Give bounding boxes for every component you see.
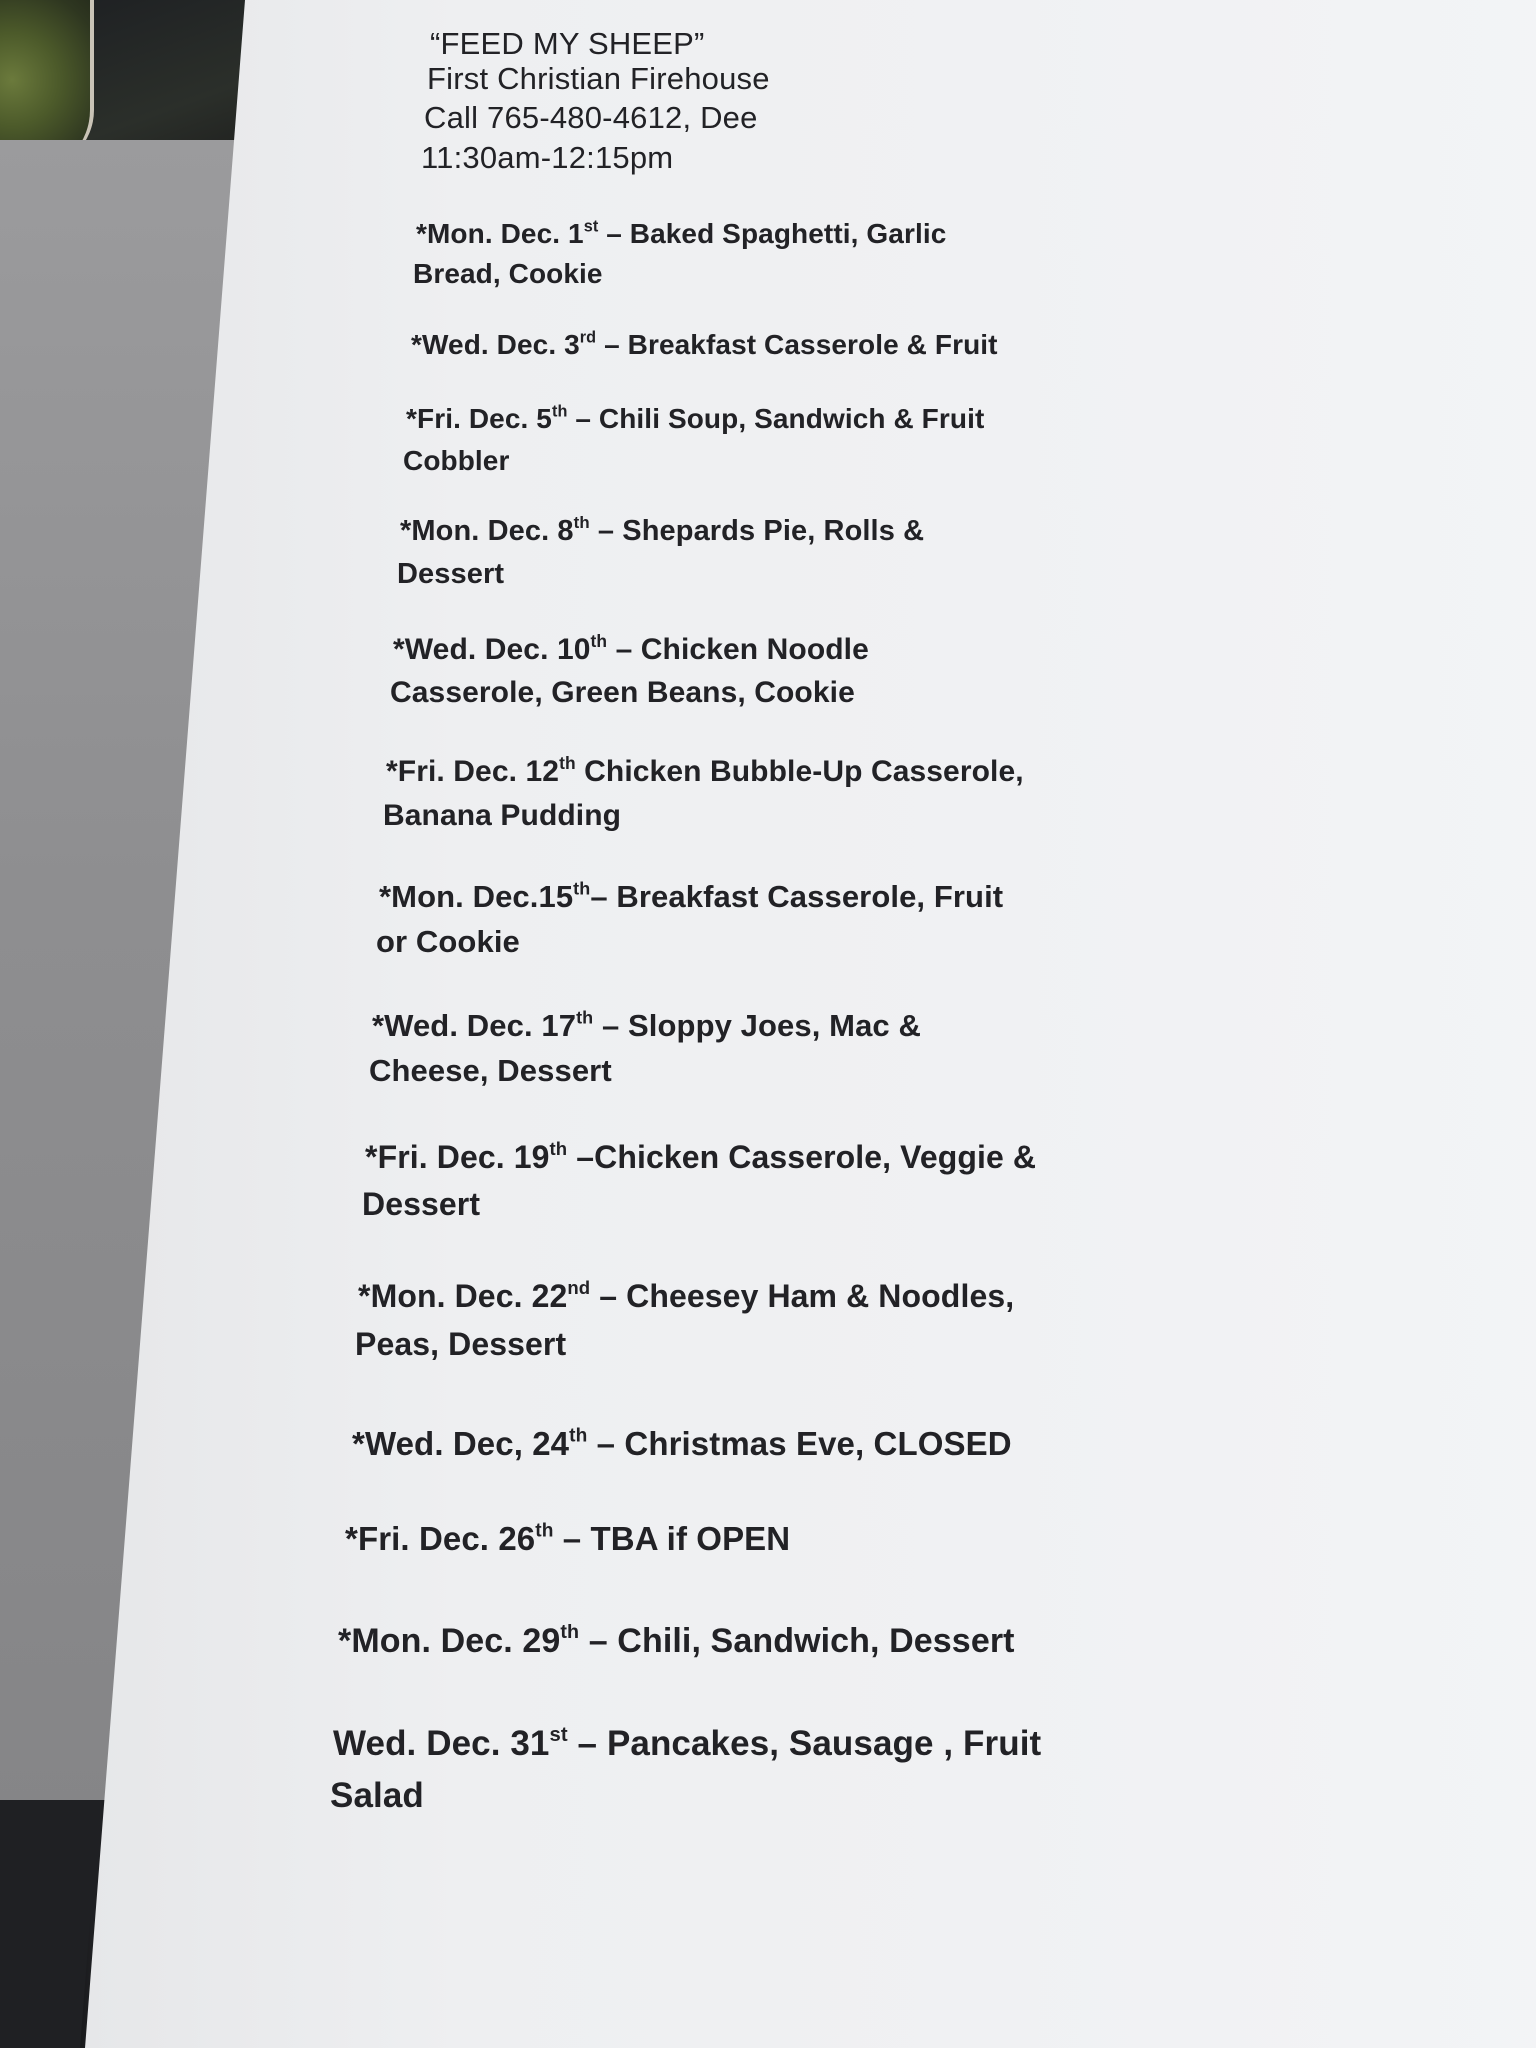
menu-entry-line1 [365,1134,1036,1181]
menu-entry-marker: * [338,1622,352,1660]
menu-entry-date: Wed. Dec, 24 [364,1425,570,1462]
menu-entry [413,214,947,294]
menu-entry [355,1272,1015,1368]
menu-entry-date: Wed. Dec. 3 [422,329,580,360]
menu-entry-line1 [400,510,924,553]
menu-entry-date-suffix: st [549,1723,568,1746]
menu-entry-separator: – [567,1724,607,1763]
menu-entry-marker: * [386,755,398,788]
menu-entry-marker: * [372,1008,385,1043]
doc-title: “FEED MY SHEEP” [430,26,705,61]
menu-entry-marker: * [352,1425,365,1462]
menu-entry-dish: Baked Spaghetti, Garlic [629,218,947,249]
menu-entry-dish: Shepards Pie, Rolls & [622,515,925,547]
menu-entry [345,1515,790,1563]
menu-entry-line1 [406,398,984,440]
menu-entry-line1 [345,1515,790,1563]
menu-entry-separator: – [590,879,617,914]
menu-entry-separator: – [589,515,623,547]
menu-entry-date-suffix: th [559,752,576,773]
menu-entry-line1 [379,874,1003,919]
menu-entry-date: Mon. Dec. 29 [351,1622,561,1660]
menu-entry [397,510,925,596]
menu-entry-date: Mon. Dec. 22 [370,1278,568,1314]
menu-entry-marker: * [358,1278,371,1314]
menu-entry-dish: Breakfast Casserole & Fruit [627,329,998,360]
menu-entry [352,1420,1012,1468]
menu-entry-separator [576,755,584,788]
menu-entry-separator: – [598,218,630,249]
menu-entry-date: Fri. Dec. 5 [417,403,552,434]
menu-entry-marker: * [411,329,422,360]
doc-contact: Call 765-480-4612, Dee [424,100,758,135]
doc-hours: 11:30am-12:15pm [421,140,674,175]
menu-entry-date: Fri. Dec. 26 [357,1520,536,1557]
doc-location: First Christian Firehouse [427,61,770,96]
menu-entry-date-suffix: th [573,878,591,899]
menu-entry-marker: * [416,218,427,249]
menu-entry-line1 [393,628,869,671]
menu-entry-date: Fri. Dec. 12 [397,755,560,788]
menu-entry [330,1718,1042,1822]
menu-entry-dish: Pancakes, Sausage , Fruit [606,1724,1042,1763]
menu-entry-dish: Chicken Casserole, Veggie & [594,1139,1037,1175]
menu-entry-marker: * [365,1139,378,1175]
menu-entry-date: Mon. Dec.15 [391,879,574,914]
menu-entry-date-suffix: rd [579,328,597,347]
menu-entry [383,750,1024,838]
menu-entry-date-suffix: nd [567,1277,591,1299]
menu-entry-date-suffix: th [576,1007,594,1028]
menu-entry-line2: Casserole, Green Beans, Cookie [390,676,855,709]
menu-entry [338,1617,1015,1665]
menu-entry-date: Wed. Dec. 31 [333,1724,550,1763]
menu-entry-date-suffix: th [573,513,590,533]
menu-entry-dish: Chili, Sandwich, Dessert [617,1622,1015,1660]
menu-entry-line2: Dessert [397,558,505,590]
menu-entry-date-suffix: th [535,1520,554,1542]
menu-entry-dish: Chicken Noodle [640,633,869,666]
menu-entry-separator: – [590,1278,627,1314]
menu-entry [362,1134,1037,1228]
menu-entry-separator: – [567,403,599,434]
menu-entry-date-suffix: th [560,1621,580,1644]
menu-entry [369,1003,921,1093]
menu-entry-line2: Banana Pudding [383,799,622,832]
menu-entry-separator: – [579,1622,618,1660]
menu-entry-date: Fri. Dec. 19 [377,1139,550,1175]
menu-entry-date-suffix: th [590,630,608,651]
menu-entry-marker: * [379,879,392,914]
menu-entry-date-suffix: st [583,217,599,236]
menu-entry-date: Wed. Dec. 17 [384,1008,577,1043]
menu-entry-dish: Chicken Bubble-Up Casserole, [584,755,1024,788]
menu-entry-marker: * [393,633,405,666]
menu-entry [403,398,985,482]
menu-entry-line1 [352,1420,1012,1468]
menu-entry-separator: – [567,1139,595,1175]
menu-entry-date-suffix: th [569,1425,588,1447]
menu-entry-line2: or Cookie [376,924,520,959]
menu-entry-date: Mon. Dec. 1 [427,218,584,249]
menu-entry-line2: Cheese, Dessert [369,1053,612,1088]
menu-entry-line1 [416,214,946,254]
menu-entry-line2: Bread, Cookie [413,258,603,289]
menu-entry-line1 [372,1003,921,1048]
menu-entry-line1 [386,750,1024,794]
menu-entry-line1 [358,1272,1014,1320]
menu-entry-marker: * [406,403,417,434]
menu-entry-date-suffix: th [549,1138,568,1160]
menu-entry-separator: – [596,329,628,360]
menu-entry-line1 [411,325,998,365]
menu-entry [376,874,1004,964]
menu-entry-line1 [333,1718,1041,1770]
menu-entry-date: Mon. Dec. 8 [411,515,574,547]
menu-entry-line2: Cobbler [403,445,510,476]
menu-entry-separator: – [587,1425,625,1462]
menu-entry-separator: – [607,633,641,666]
menu-entry-dish: Christmas Eve, CLOSED [624,1425,1012,1462]
menu-entry-date: Wed. Dec. 10 [404,633,591,666]
menu-entry-dish: Sloppy Joes, Mac & [628,1008,921,1043]
menu-entry-dish: Chili Soup, Sandwich & Fruit [598,403,985,434]
menu-entry-separator: – [593,1008,629,1043]
menu-entry-marker: * [400,515,412,547]
menu-entry-line2: Dessert [362,1186,481,1222]
menu-entry [390,628,869,714]
menu-entry-marker: * [345,1520,358,1557]
menu-entry-line1 [338,1617,1015,1665]
menu-entry-dish: Cheesey Ham & Noodles, [626,1278,1015,1314]
menu-entry-dish: TBA if OPEN [590,1520,791,1557]
menu-entry-line2: Salad [330,1776,424,1815]
menu-entry-date-suffix: th [551,402,568,421]
menu-entry-dish: Breakfast Casserole, Fruit [616,879,1004,914]
menu-entry [411,325,998,365]
menu-entry-separator: – [553,1520,591,1557]
menu-entry-line2: Peas, Dessert [355,1326,567,1362]
